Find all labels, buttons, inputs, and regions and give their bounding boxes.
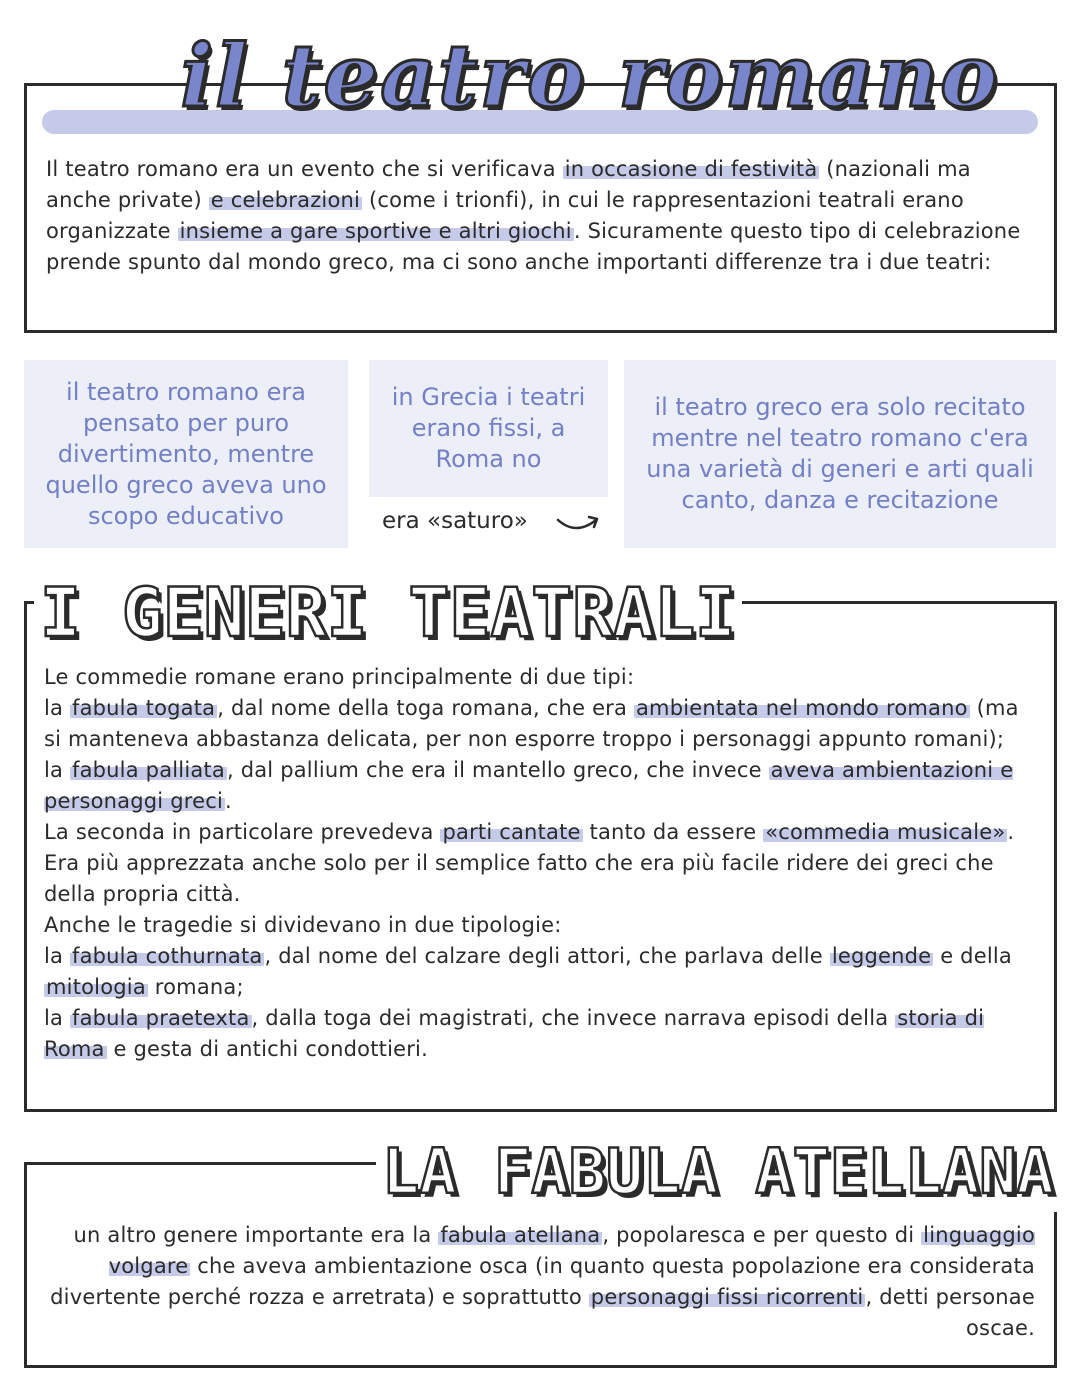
text: un altro genere importante era la (73, 1223, 439, 1247)
atellana-paragraph (50, 1220, 1035, 1344)
intro-highlight-1: in occasione di festività (564, 157, 818, 181)
text: , dalla toga dei magistrati, che invece narrava episodi della (251, 1006, 896, 1030)
text: che aveva ambientazione osca (in quanto questa popolazione era considerata divertente perché rozza e arretrata) e soprattutto (50, 1254, 1035, 1309)
text: . Era più apprezzata anche solo per il semplice fatto che era più facile ridere dei greci che della propria città. (44, 820, 1015, 906)
generi-line-palliata (44, 755, 1039, 817)
text: , detti personae oscae. (865, 1285, 1035, 1340)
generi-line-seconda (44, 817, 1039, 910)
text: , dal nome della toga romana, che era (217, 696, 634, 720)
text: (ma si manteneva abbastanza delicata, per non esporre troppo i personaggi appunto romani); (44, 696, 1019, 751)
card-divertimento (24, 360, 348, 548)
text: . (225, 789, 232, 813)
text: e gesta di antichi condottieri. (106, 1037, 428, 1061)
intro-text-1: Il teatro romano era un evento che si verificava (46, 157, 563, 181)
generi-line-cothurnata (44, 941, 1039, 1003)
saturo-note: era «saturo» (382, 508, 528, 534)
text: romana; (147, 975, 244, 999)
card-teatri-fissi-text: in Grecia i teatri erano fissi, a Roma no (391, 383, 586, 473)
intro-highlight-2: e celebrazioni (210, 188, 361, 212)
text: tanto da essere (582, 820, 764, 844)
highlight-ambientata-roma: ambientata nel mondo romano (635, 696, 968, 720)
atellana-heading: LA FABULA ATELLANA (376, 1132, 1060, 1212)
intro-text-3: (come i trionfi), in cui le rappresentazioni teatrali erano organizzate (46, 188, 964, 243)
intro-paragraph (46, 154, 1031, 278)
highlight-ambientazioni-greche: aveva ambientazioni e personaggi greci (44, 758, 1014, 813)
intro-text-2: (nazionali ma anche private) (46, 157, 971, 212)
highlight-storia-di-roma: storia di Roma (44, 1006, 985, 1061)
card-varieta-generi (624, 360, 1056, 548)
text: la (44, 696, 70, 720)
text: La seconda in particolare prevedeva (44, 820, 441, 844)
highlight-fabula-togata: fabula togata (71, 696, 216, 720)
highlight-linguaggio-volgare: linguaggio volgare (108, 1223, 1035, 1278)
text: e della (933, 944, 1012, 968)
generi-line-commedie: Le commedie romane erano principalmente di due tipi: (44, 665, 635, 689)
highlight-parti-cantate: parti cantate (442, 820, 581, 844)
highlight-fabula-atellana: fabula atellana (440, 1223, 601, 1247)
card-varieta-generi-text: il teatro greco era solo recitato mentre nel teatro romano c'era una varietà di generi e arti quali canto, danza e recitazione (646, 393, 1034, 514)
text: la (44, 1006, 70, 1030)
card-divertimento-text: il teatro romano era pensato per puro divertimento, mentre quello greco aveva uno scopo educativo (45, 377, 327, 530)
curved-arrow-icon (556, 512, 602, 534)
highlight-commedia-musicale: «commedia musicale» (765, 820, 1006, 844)
highlight-leggende: leggende (831, 944, 932, 968)
highlight-fabula-cothurnata: fabula cothurnata (71, 944, 263, 968)
text: la (44, 758, 70, 782)
generi-heading: I GENERI TEATRALI (34, 574, 742, 654)
generi-line-praetexta (44, 1003, 1039, 1065)
text: , dal nome del calzare degli attori, che parlava delle (264, 944, 830, 968)
highlight-mitologia: mitologia (46, 975, 146, 999)
intro-highlight-3: insieme a gare sportive e altri giochi (179, 219, 572, 243)
highlight-personaggi-fissi: personaggi fissi ricorrenti (590, 1285, 864, 1309)
highlight-fabula-palliata: fabula palliata (71, 758, 225, 782)
text: la (44, 944, 70, 968)
generi-paragraph (44, 662, 1039, 1065)
highlight-fabula-praetexta: fabula praetexta (71, 1006, 250, 1030)
page-title: il teatro romano (180, 26, 1000, 127)
generi-line-tragedie: Anche le tragedie si dividevano in due tipologie: (44, 913, 562, 937)
generi-line-togata (44, 693, 1039, 755)
card-teatri-fissi (369, 360, 608, 497)
text: , popolaresca e per questo di (602, 1223, 922, 1247)
text: , dal pallium che era il mantello greco, che invece (226, 758, 769, 782)
intro-text-4: . Sicuramente questo tipo di celebrazione prende spunto dal mondo greco, ma ci sono anche importanti differenze tra i due teatri: (46, 219, 1021, 274)
